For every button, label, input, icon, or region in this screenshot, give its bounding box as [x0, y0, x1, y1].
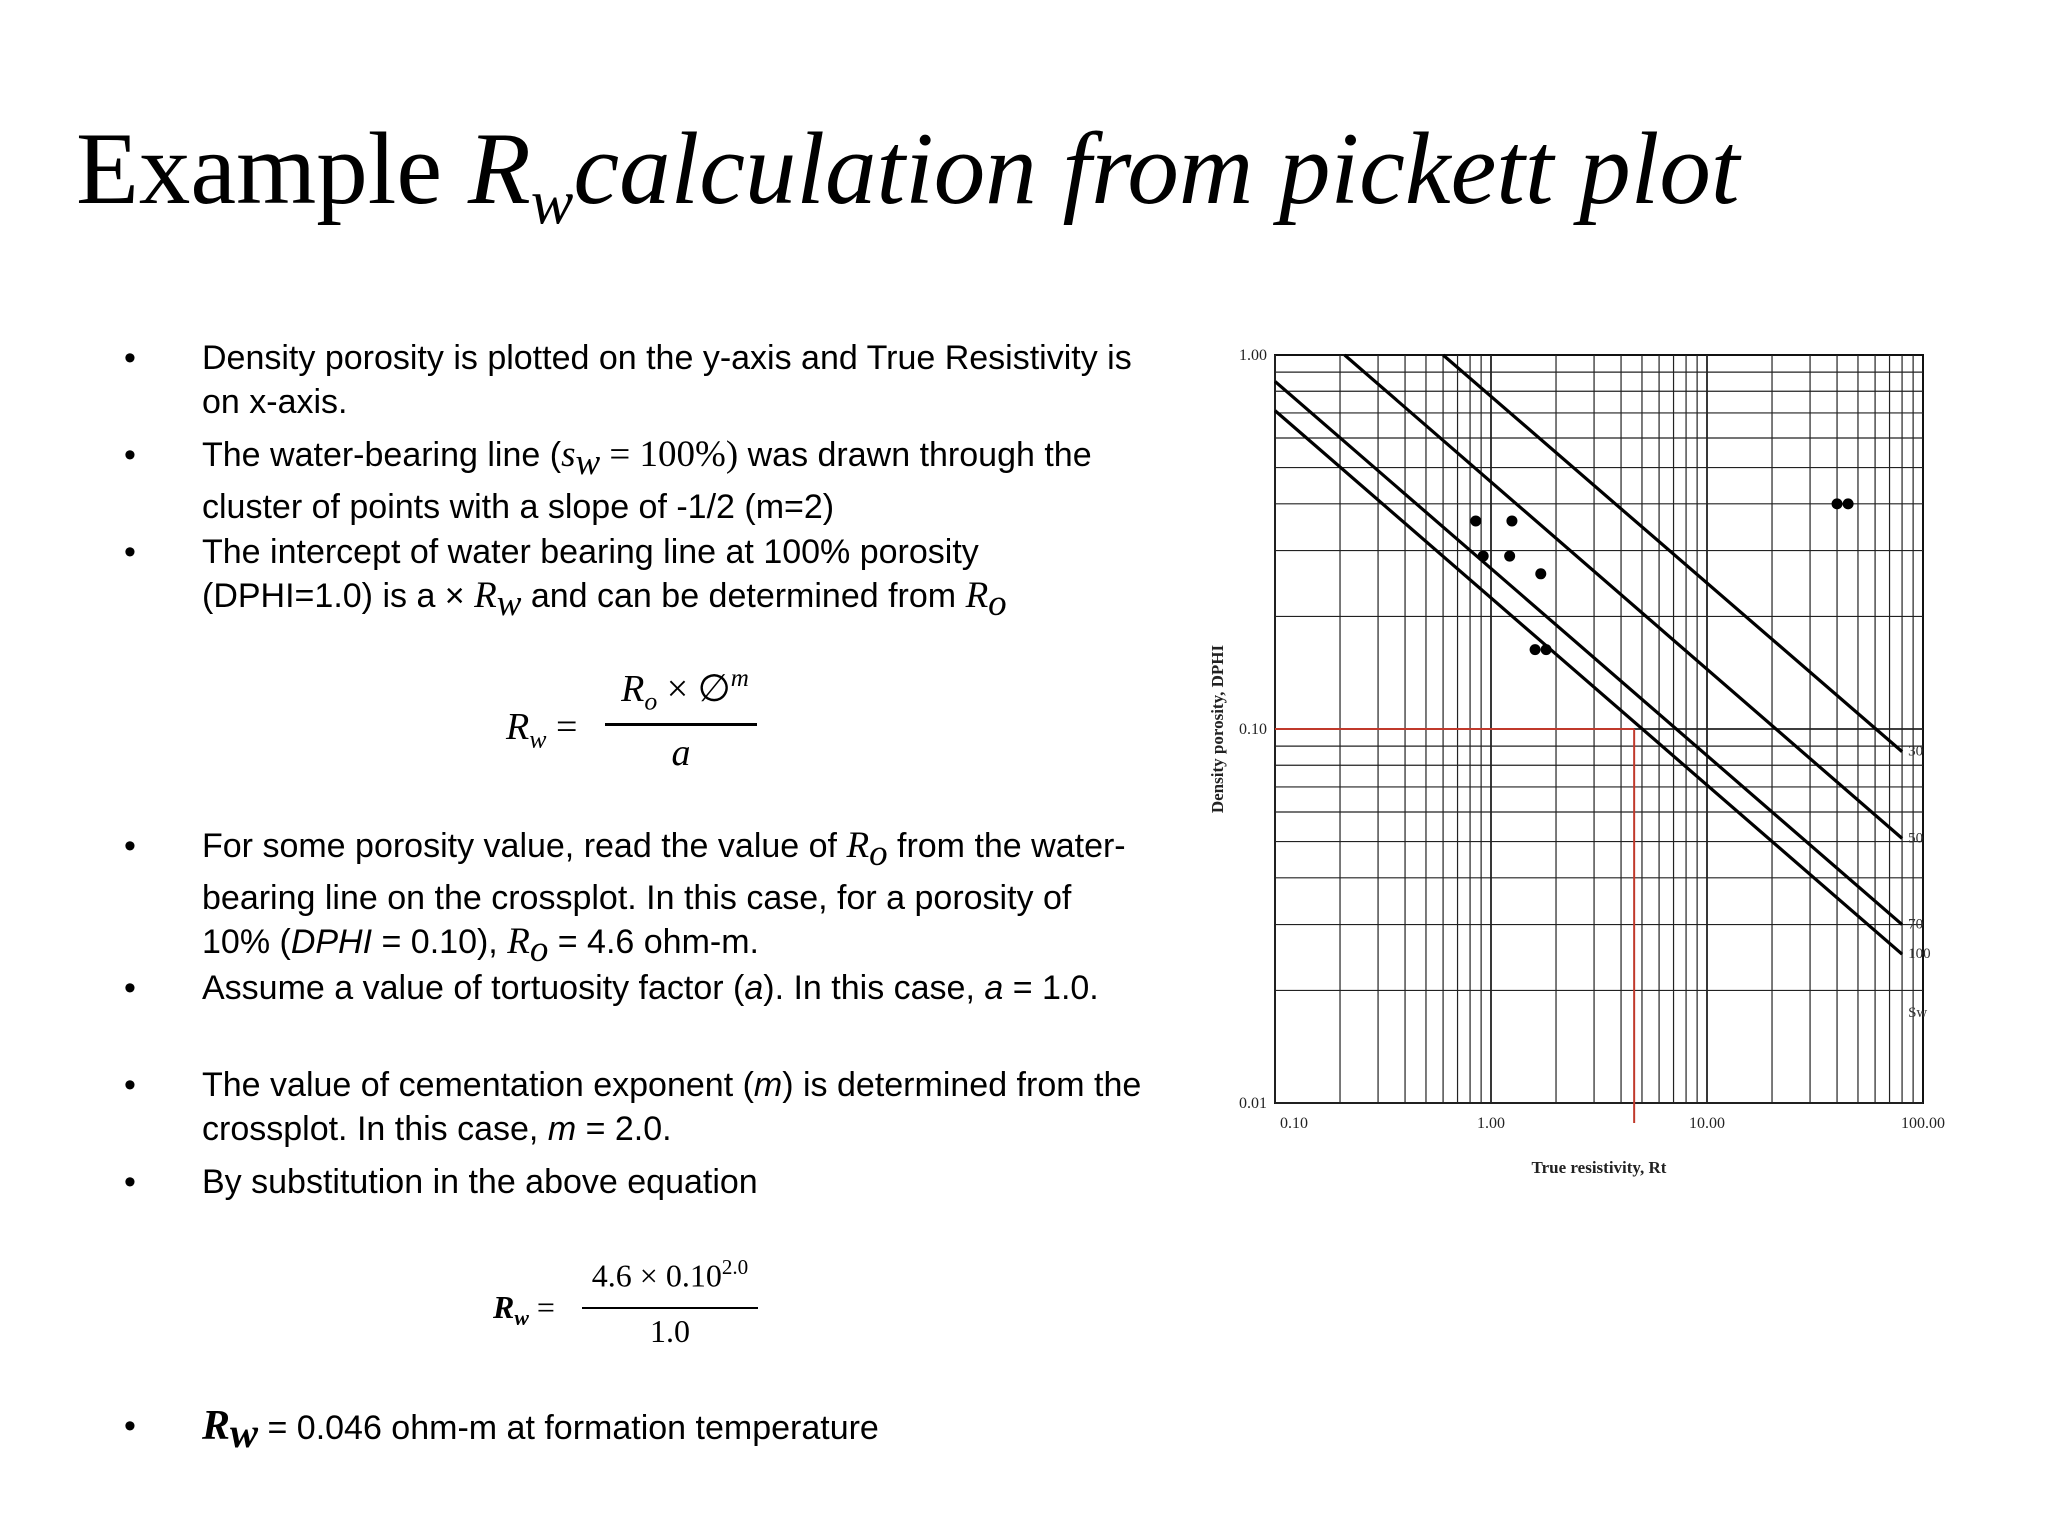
math-rw-bold: R [202, 1403, 231, 1449]
math-rw: R [474, 575, 497, 616]
eq-fraction-bar [605, 723, 757, 726]
y-tick-label: 0.01 [1239, 1095, 1267, 1112]
math-sw-sub: w [575, 441, 601, 483]
title-rest: calculation from pickett plot [573, 112, 1740, 226]
bullet-text [202, 966, 1142, 1010]
title-r-sub: w [530, 166, 574, 238]
x-tick-label: 10.00 [1689, 1115, 1725, 1132]
text-run: = 2.0. [576, 1110, 672, 1148]
data-point-8 [1832, 498, 1843, 509]
symbol-a: a [984, 969, 1004, 1007]
bullet-dot: • [124, 969, 136, 1007]
text-run: ). In this case, [763, 969, 985, 1007]
sw-line-label-70: 70 [1908, 916, 1924, 933]
bullet-dot: • [124, 827, 136, 865]
text-run: was drawn through the cluster of points with a slope of -1/2 (m=2) [202, 436, 1092, 526]
eq-numerator: $R_o$ × ∅$^m$ [621, 665, 749, 716]
pickett-plot-svg [1185, 335, 1960, 1185]
symbol-m: m [753, 1066, 783, 1104]
bullet-dot: • [124, 436, 136, 474]
y-tick-label: 0.10 [1239, 721, 1267, 738]
bullet-text [202, 530, 1142, 626]
bullet-text: Density porosity is plotted on the y-axis and True Resistivity is on x-axis. [202, 339, 1132, 421]
bullet-dot: • [124, 533, 136, 571]
symbol-a: a [744, 969, 764, 1007]
math-ro: R [507, 920, 530, 962]
bullet-text [202, 1063, 1142, 1151]
bullet-text: By substitution in the above equation [202, 1163, 758, 1201]
text-run: = 0.046 ohm-m at formation temperature [258, 1409, 879, 1447]
y-tick-label: 1.00 [1239, 347, 1267, 364]
data-point-2 [1478, 551, 1489, 562]
text-run: The value of cementation exponent ( [202, 1066, 754, 1104]
bullet-text [202, 1404, 1142, 1456]
bullet-dot: • [124, 1163, 136, 1201]
sw-line-label-100: 100 [1908, 946, 1931, 963]
y-axis-label: Density porosity, DPHI [1208, 644, 1227, 814]
math-equals-100: = 100%) [600, 434, 739, 475]
data-point-4 [1504, 551, 1515, 562]
text-run: = 4.6 ohm-m. [548, 922, 760, 961]
eq-fraction-bar [582, 1307, 758, 1309]
sw-line-label-50: 50 [1908, 830, 1924, 847]
math-ro: R [846, 825, 870, 866]
x-tick-label: 1.00 [1477, 1115, 1505, 1132]
sw-legend-title: Sw [1908, 1004, 1928, 1021]
text-run: For some porosity value, read the value of [202, 827, 847, 865]
data-point-7 [1541, 644, 1552, 655]
x-tick-label: 0.10 [1280, 1115, 1308, 1132]
slide-title [76, 108, 1740, 241]
eq-denominator: a [671, 732, 691, 774]
math-sw: s [561, 434, 576, 475]
pickett-plot [1185, 335, 1960, 1185]
math-ro-sub: o [988, 582, 1007, 624]
text-run: = 1.0. [1003, 969, 1099, 1007]
text-run: ) is determined from the crossplot. In this case, [202, 1066, 1142, 1148]
data-point-5 [1535, 568, 1546, 579]
bullet-text [202, 433, 1142, 529]
symbol-m: m [547, 1110, 577, 1148]
eq-lhs: $R_w$ = [506, 706, 578, 754]
eq-lhs: $R_w$ = [493, 1289, 555, 1330]
bullet-dot: • [124, 339, 136, 377]
math-ro-sub: o [529, 928, 549, 970]
eq-numerator: $4.6 \times 0.10^{2.0}$ [591, 1255, 749, 1294]
math-rw-bold-sub: w [230, 1410, 259, 1457]
data-point-1 [1470, 515, 1481, 526]
math-ro-sub: o [869, 832, 888, 874]
math-rw-sub: w [496, 582, 522, 624]
bullet-dot: • [124, 1407, 136, 1445]
math-ro: R [965, 575, 989, 616]
title-r: R [467, 112, 531, 226]
equation-rw-formula [500, 665, 780, 785]
text-run: The water-bearing line ( [202, 436, 562, 474]
dphi-label: DPHI [290, 922, 373, 961]
data-point-3 [1506, 515, 1517, 526]
title-prefix: Example [76, 112, 468, 226]
x-axis-label: True resistivity, Rt [1531, 1158, 1667, 1177]
eq-denominator: 1.0 [650, 1313, 690, 1349]
text-run: Assume a value of tortuosity factor ( [202, 969, 745, 1007]
sw-line-label-30: 30 [1908, 743, 1924, 760]
text-run: The intercept of water bearing line at 100% porosity (DPHI=1.0) is a × [202, 533, 979, 615]
data-point-9 [1843, 498, 1854, 509]
bullet-dot: • [124, 1066, 136, 1104]
text-run: and can be determined from [521, 577, 966, 615]
data-point-6 [1530, 644, 1541, 655]
x-tick-label: 100.00 [1901, 1115, 1945, 1132]
equation-rw-substituted [490, 1255, 790, 1355]
bullet-text [202, 824, 1142, 972]
text-run: from the water-bearing line on the crossplot. In this case, for a porosity of 10% ( [202, 827, 1126, 961]
text-run: = 0.10), [372, 922, 508, 961]
